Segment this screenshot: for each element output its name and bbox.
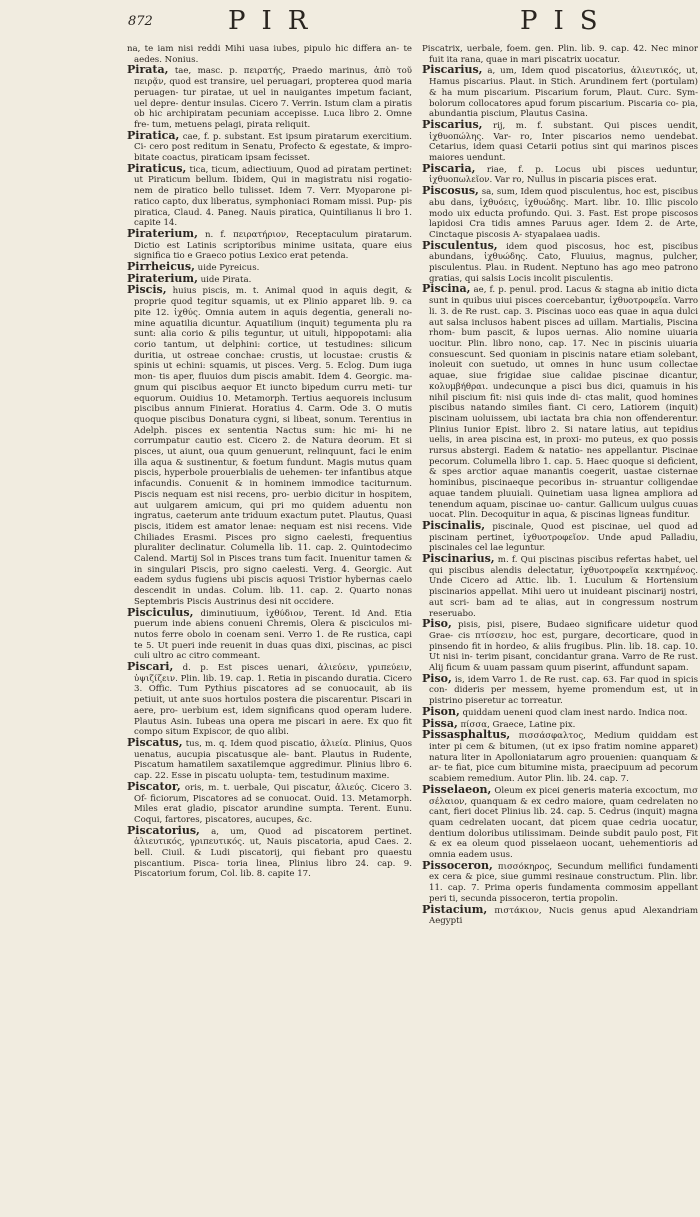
entry-headword: Pissasphaltus,: [422, 728, 511, 742]
entry-text: a, um, Idem quod piscatorius, ἁλιευτικός, ut, Hamus piscarius. Plaut. in Stich. Arundinem fert (portulam) & ha mum piscarium. Piscarium forum, Plaut. Curc. Sym- bolorum collocatores apud forum piscarium. Piscaria co- pia, abundantia piscium, Plautus Casina.: [429, 66, 698, 120]
entry-text: d. p. Est pisces uenari, ἁλιεύειν, γριπεύειν, ὑψιζίζειν. Plin. lib. 19. cap. 1. Retia in piscando duratia. Cicero 3. Offic. Tum Pythius piscatores ad se conuocauit, ab iis petiuit, ut ante suos hortulos postera die piscarentur. Piscari in aere, pro- uerbium est, idem significans quod operam ludere. Plautus Asin. Iubeas una opera me piscari in aere. Ex quo fit compo situm Expiscor, de quo alibi.: [134, 663, 412, 738]
dictionary-entry: [127, 738, 412, 782]
entry-text: huius piscis, m. t. Animal quod in aquis degit, & proprie quod tegitur squamis, ut ex Plinio apparet lib. 9. ca pite 12. ἰχθύς. Omnia autem in aquis degentia, generali no- mine aquatilia dicuntur. Aquatilium (inquit) tegumenta plu ra sunt: alia corio & pilis teguntur, ut uituli, hippopotami: alia corio tantum, ut delphini: cortice, ut testudines: silicum duritia, ut ostreae conchae: crustis, ut locustae: crustis & spinis ut echini: squamis, ut pisces. Verg. 5. Eclog. Dum iuga mon- tis aper, fluuios dum piscis amabit. Idem 4. Georgic. ma- gnum qui piscibus aequor Et iuncto bipedum curru meti- tur equorum. Ouidius 10. Metamorph. Tertius aequoreis inclusum piscibus annum Finierat. Horatius 4. Carm. Ode 3. O mutis quoque piscibus Donatura cygni, si libeat, sonum. Terentius in Adelph. pisces ex sententia Nactus sum: hic mi- hi ne corrumpatur cautio est. Cicero 2. de Natura deorum. Et si pisces, ut aiunt, oua quum genuerunt, relinquunt, faci le enim illa aqua & sustinentur, & foetum fundunt. Magis mutus quam piscis, hyperbole prouerbialis de uehemen- ter infantibus atque infacundis. Conuenit & in hominem immodice taciturnum. Piscis nequam est nisi recens, pro- uerbio dicitur in hospitem, aut uulgarem amicum, qui pri mo quidem aduentu non ingratus, caeterum ante triduum exactum putet. Plautus, Quasi piscis, itidem est amator lenae: nequam est nisi recens. Vide Chiliades Erasmi. Pisces pro signo caelesti, frequentius pluraliter declinatur. Columella lib. 11. cap. 2. Quintodecimo Calend. Martij Sol in Pisces trans tum facit. Inuenitur tamen & in singulari Piscis, pro signo caelesti. Verg. 4. Georgic. Aut eadem sydus fugiens ubi piscis aquosi Tristior hybernas caelo descendit in undas. Colum. lib. 11. cap. 2. Quarto nonas Septembris Piscis Austrinus desi nit occidere.: [134, 286, 412, 607]
entry-text: n. f. πειρατήριον, Receptaculum piratarum. Dictio est Latinis scriptoribus minime usitata, quare eius significa tio e Graeco potius Lexico erat petenda.: [134, 229, 412, 262]
entry-text: Piscatrix, uerbale, foem. gen. Plin. lib. 9. cap. 42. Nec minor fuit ita rana, quae in mari piscatrix uocatur.: [422, 44, 698, 65]
dictionary-entry: [127, 271, 412, 286]
dictionary-entry: [127, 65, 412, 130]
entry-headword: Piraticus,: [127, 161, 187, 175]
entry-headword: Piscari,: [127, 660, 174, 674]
entry-headword: Piso,: [422, 617, 452, 631]
dictionary-entry: [422, 284, 698, 520]
entry-text: tae, masc. p. πειρατής, Praedo marinus, ἀπὸ τοῦ πειρᾷν, quod est transire, uel peruagari, propterea quod maria peruagen- tur piratae, ut uel in nauigantes impetum faciant, uel depre- dentur insulas. Cicero 7. Verrin. Istum clam a piratis ob hic archipiratam pecuniam accepisse. Luca libro 2. Omne fre- tum, metuens pelagi, pirata reliquit.: [134, 66, 412, 130]
entry-headword: Piscina,: [422, 282, 471, 296]
entry-text: tica, ticum, adiectiuum, Quod ad piratam pertinet: ut Piraticum bellum. Ibidem, Qui in magistratu nisi rogatio- nem de piratico bello tulisset. Idem 7. Verr. Myoparone pi- ratico capto, dux liberatus, symphoniaci Romam missi. Pup- pis piratica, Claud. 4. Paneg. Nauis piratica, Quintilianus li bro 1. capite 14.: [134, 164, 412, 229]
entry-text: m. f. Qui piscinas piscibus refertas habet, uel qui piscibus alendis delectatur, ἰχθυοτροφεῖα κεκτημένος. Unde Cicero ad Attic. lib. 1. Luculum & Hortensium piscinarios appellat. Mihi uero ut inuideant piscinarij nostri, aut scri- bam ad te alias, aut in congressum nostrum reseruabo.: [429, 555, 698, 619]
entry-headword: Piratica,: [127, 128, 180, 142]
running-head-right: PIS: [520, 6, 614, 36]
entry-headword: Piscis,: [127, 283, 167, 297]
entry-headword: Pirata,: [127, 63, 169, 77]
entry-text: oris, m. t. uerbale, Qui piscatur, ἁλιεύς. Cicero 3. Of- ficiorum, Piscatores ad se conuocat. Ouid. 13. Metamorph. Miles erat gladio, piscator arundine sumpta. Terent. Eunu. Coqui, fartores, piscatores, aucupes, &c.: [134, 782, 412, 825]
entry-text: πισσόκηρος, Secundum mellifici fundamenti ex cera & pice, siue gummi resinaue constructum. Plin. libr. 11. cap. 7. Prima operis fundamenta commosim appellant peri ti, secunda pissoceron, tertia propolin.: [429, 861, 698, 904]
entry-headword: Piscinalis,: [422, 518, 486, 532]
dictionary-entry: [422, 117, 698, 164]
dictionary-entry: [422, 671, 698, 707]
entry-headword: Pison,: [422, 704, 460, 718]
entry-headword: Piraterium,: [127, 226, 198, 240]
entry-headword: Piscatorius,: [127, 823, 200, 837]
entry-text: pisis, pisi, pisere, Budaeo significare uidetur quod Grae- cis πτίσσειν, hoc est, purgare, decorticare, quod in pinsendo fit in hordeo, & aliis frugibus. Plin. lib. 18. cap. 10. Ut nisi in- terim pisant, concidantur grana. Varro de Re rust. Alij ficum & uuam passam quum piserint, affundunt sapam.: [429, 620, 698, 674]
dictionary-entry: [422, 44, 698, 65]
entry-text: a, um, Quod ad piscatorem pertinet. ἁλιευτικός, γριπευτικός. ut, Nauis piscatoria, apud Caes. 2. bell. Ciuil. & Ludi piscatorij, qui fiebant pro quaestu piscantium. Pisca- toria linea, Plinius libro 24. cap. 9. Piscatorium forum, Col. lib. 8. capite 17.: [134, 826, 412, 880]
dictionary-entry: [422, 704, 698, 719]
entry-headword: Piso,: [422, 671, 452, 685]
dictionary-entry: [422, 65, 698, 120]
entry-text: idem quod piscosus, hoc est, piscibus abundans, ἰχθυώδης. Cato, Fluuius, magnus, pulcher, pisculentus. Plau. in Rudent. Neptuno has ago meo patrono gratias, qui salsis Locis incolit pisculentis.: [429, 241, 698, 284]
entry-text: quiddam ueneni quod clam inest nardo. Indica ποα.: [462, 707, 688, 718]
entry-headword: Pisculentus,: [422, 238, 498, 252]
dictionary-entry: [127, 605, 412, 663]
entry-text: πίσσα, Graece, Latine pix.: [460, 719, 576, 730]
dictionary-entry: [422, 554, 698, 619]
page-number: 872: [128, 14, 153, 29]
dictionary-entry: [422, 902, 698, 927]
entry-text: πιστάκιον, Nucis genus apud Alexandriam Aegypti: [429, 905, 698, 927]
left-column: [127, 44, 412, 1194]
dictionary-entry: [422, 858, 698, 905]
entry-text: tus, m. q. Idem quod piscatio, ἁλιεία. Plinius, Quos uenatus, aucupia piscatusque ale- bant. Plautus in Rudente, Piscatum hamatilem saxatilemque aggredimur. Plinius libro 6. cap. 22. Esse in piscatu uolupta- tem, testudinum maxime.: [134, 739, 412, 782]
entry-text: diminutiuum, ἰχθύδιον, Terent. Id And. Etia puerum inde abiens conueni Chremis, Olera & pisciculos mi- nutos ferre obolo in coenam seni. Verro 1. de Re rustica, capi te 5. Ut pueri inde reuenit in duas quas dixi, piscinas, ac pisci culi ultro ac citro commeant.: [134, 608, 412, 662]
dictionary-entry: [127, 779, 412, 826]
dictionary-entry: [422, 782, 698, 861]
dictionary-entry: [127, 285, 412, 607]
entry-text: cae, f. p. substant. Est ipsum piratarum exercitium. Ci- cero post reditum in Senatu, Profecto & egestate, & impro- bitate coactus, piraticam ipsam fecisset.: [134, 131, 412, 164]
entry-headword: Pissa,: [422, 716, 458, 730]
entry-headword: Pisciculus,: [127, 605, 194, 619]
entry-text: Oleum ex picei generis materia excoctum, πισ σέλαιον, quanquam & ex cedro maiore, quam cedrelaten no cant, fieri docet Plinius lib. 24. cap. 5. Cedrus (inquit) magna quam cedrelaten uocant, dat picem quae cedria uocatur, dentium doloribus utilissimam. Deinde subdit paulo post, Fit & ex ea oleum quod pisselaeon uocant, uehementioris ad omnia eadem usus.: [429, 785, 698, 861]
running-head-left: PIR: [228, 6, 324, 36]
entry-text: ae, f. p. penul. prod. Lacus & stagna ab initio dicta sunt in quibus uiui pisces coercebantur, ἰχθυοτροφεῖα. Varro li. 3. de Re rust. cap. 3. Piscinas uoco eas quae in aqua dulci aut salsa inclusos habent pisces ad uillam. Martialis, Piscina rhom- bum pascit, & lupos uernas. Alio nomine uiuaria uocitur. Plin. libro nono, cap. 17. Nec in piscinis uiuaria consuescunt. Sed quoniam in piscinis natare etiam solebant, inoleuit con suetudo, ut omnes in hunc usum collectae aquae, siue frigidae siue calidae piscinae dicantur, κολυμβήθραι. undecunque a pisci bus dici, quamuis in his nihil piscium fit: nisi quis inde di- ctas malit, quod homines piscibus natando similes fiant. Ci cero, Latiorem (inquit) piscinam uoluissem, ubi iactata bra chia non offenderentur. Plinius Iunior Epist. libro 2. Si natare latius, aut tepidius uelis, in area piscina est, in proxi- mo puteus, ex quo possis rursus abstergi. Eadem & natatio- nes appellantur. Piscinae pecorum. Columella libro 1. cap. 5. Haec quoque si deficient, & spes arctior aquae manantis coegerit, uastae cisternae hominibus, piscinaeque pecoribus in- struantur colligendae aquae tandem pluuiali. Quinetiam uasa lignea ampliora ad tenendum aquam, piscinae uo- cantur. Gallicum uulgus cuuas uocat. Plin. Decoquitur in aqua, & piscinas ligneas funditur.: [429, 285, 698, 521]
dictionary-entry: [127, 226, 412, 262]
entry-headword: Piscosus,: [422, 184, 479, 198]
dictionary-entry: [127, 128, 412, 164]
dictionary-entry: [422, 730, 698, 785]
entry-headword: Pissoceron,: [422, 858, 493, 872]
entry-text: piscinale, Quod est piscinae, uel quod ad piscinam pertinet, ἰχθυοτροφεῖον. Unde apud Palladiu, piscinales cel lae leguntur.: [429, 521, 698, 554]
entry-headword: Piscaria,: [422, 161, 476, 175]
entry-text: riae, f. p. Locus ubi pisces ueduntur, ἰχθυοπωλεῖον. Var ro, Nullus in piscaria pisces erat.: [429, 164, 698, 186]
dictionary-entry: [127, 161, 412, 229]
entry-headword: Piscinarius,: [422, 552, 495, 566]
dictionary-entry: [422, 161, 698, 186]
entry-headword: Piscator,: [127, 779, 181, 793]
entry-text: rij, m. f. substant. Qui pisces uendit, ἰχθυοπώλης. Var- ro, Inter piscarios nemo uendebat. Cetarius, idem quasi Cetarii potius sint qui marinos pisces maiores uendunt.: [429, 120, 698, 164]
dictionary-entry: [127, 44, 412, 65]
dictionary-entry: [422, 238, 698, 285]
entry-headword: Piscarius,: [422, 117, 483, 131]
entry-headword: Piraterium,: [127, 271, 198, 285]
entry-headword: Piscatus,: [127, 736, 183, 749]
entry-text: is, idem Varro 1. de Re rust. cap. 63. Far quod in spicis con- dideris per messem, hyeme promendum est, ut in pistrino piseretur ac torreatur.: [429, 674, 698, 707]
right-column: [422, 44, 698, 1194]
entry-headword: Pisselaeon,: [422, 782, 492, 796]
entry-text: uide Pirata.: [200, 274, 252, 285]
entry-headword: Pirrheicus,: [127, 260, 195, 274]
dictionary-entry: [127, 662, 412, 738]
entry-text: na, te iam nisi reddi Mihi uasa iubes, pipulo hic differa an- te aedes. Nonius.: [127, 44, 412, 65]
dictionary-entry: [422, 619, 698, 674]
entry-headword: Piscarius,: [422, 63, 483, 77]
entry-text: πισσάσφαλτος, Medium quiddam est inter pi cem & bitumen, (ut ex ipso fratim nomine apparet) natura liter in Apolloniatarum agro prouenien: quanquam & ar- te fiat, pice cum bitumine mista, praecipuum ad pecorum scabiem remedium. Autor Plin. lib. 24. cap. 7.: [429, 731, 698, 785]
dictionary-entry: [422, 518, 698, 554]
entry-text: uide Pyreicus.: [197, 263, 260, 274]
dictionary-entry: [422, 186, 698, 241]
dictionary-entry: [127, 823, 412, 881]
entry-headword: Pistacium,: [422, 902, 488, 916]
entry-text: sa, sum, Idem quod pisculentus, hoc est, piscibus abu dans, ἰχθυόεις, ἰχθυώδης. Mart. libr. 10. Illic piscolo modo uix educta profundo. Qui. 3. Fast. Est prope piscosos lapidosi Cra tidis amnes Paruus ager. Idem 2. de Arte, Cinctaque piscosis A- styapalaea uadis.: [429, 187, 698, 240]
